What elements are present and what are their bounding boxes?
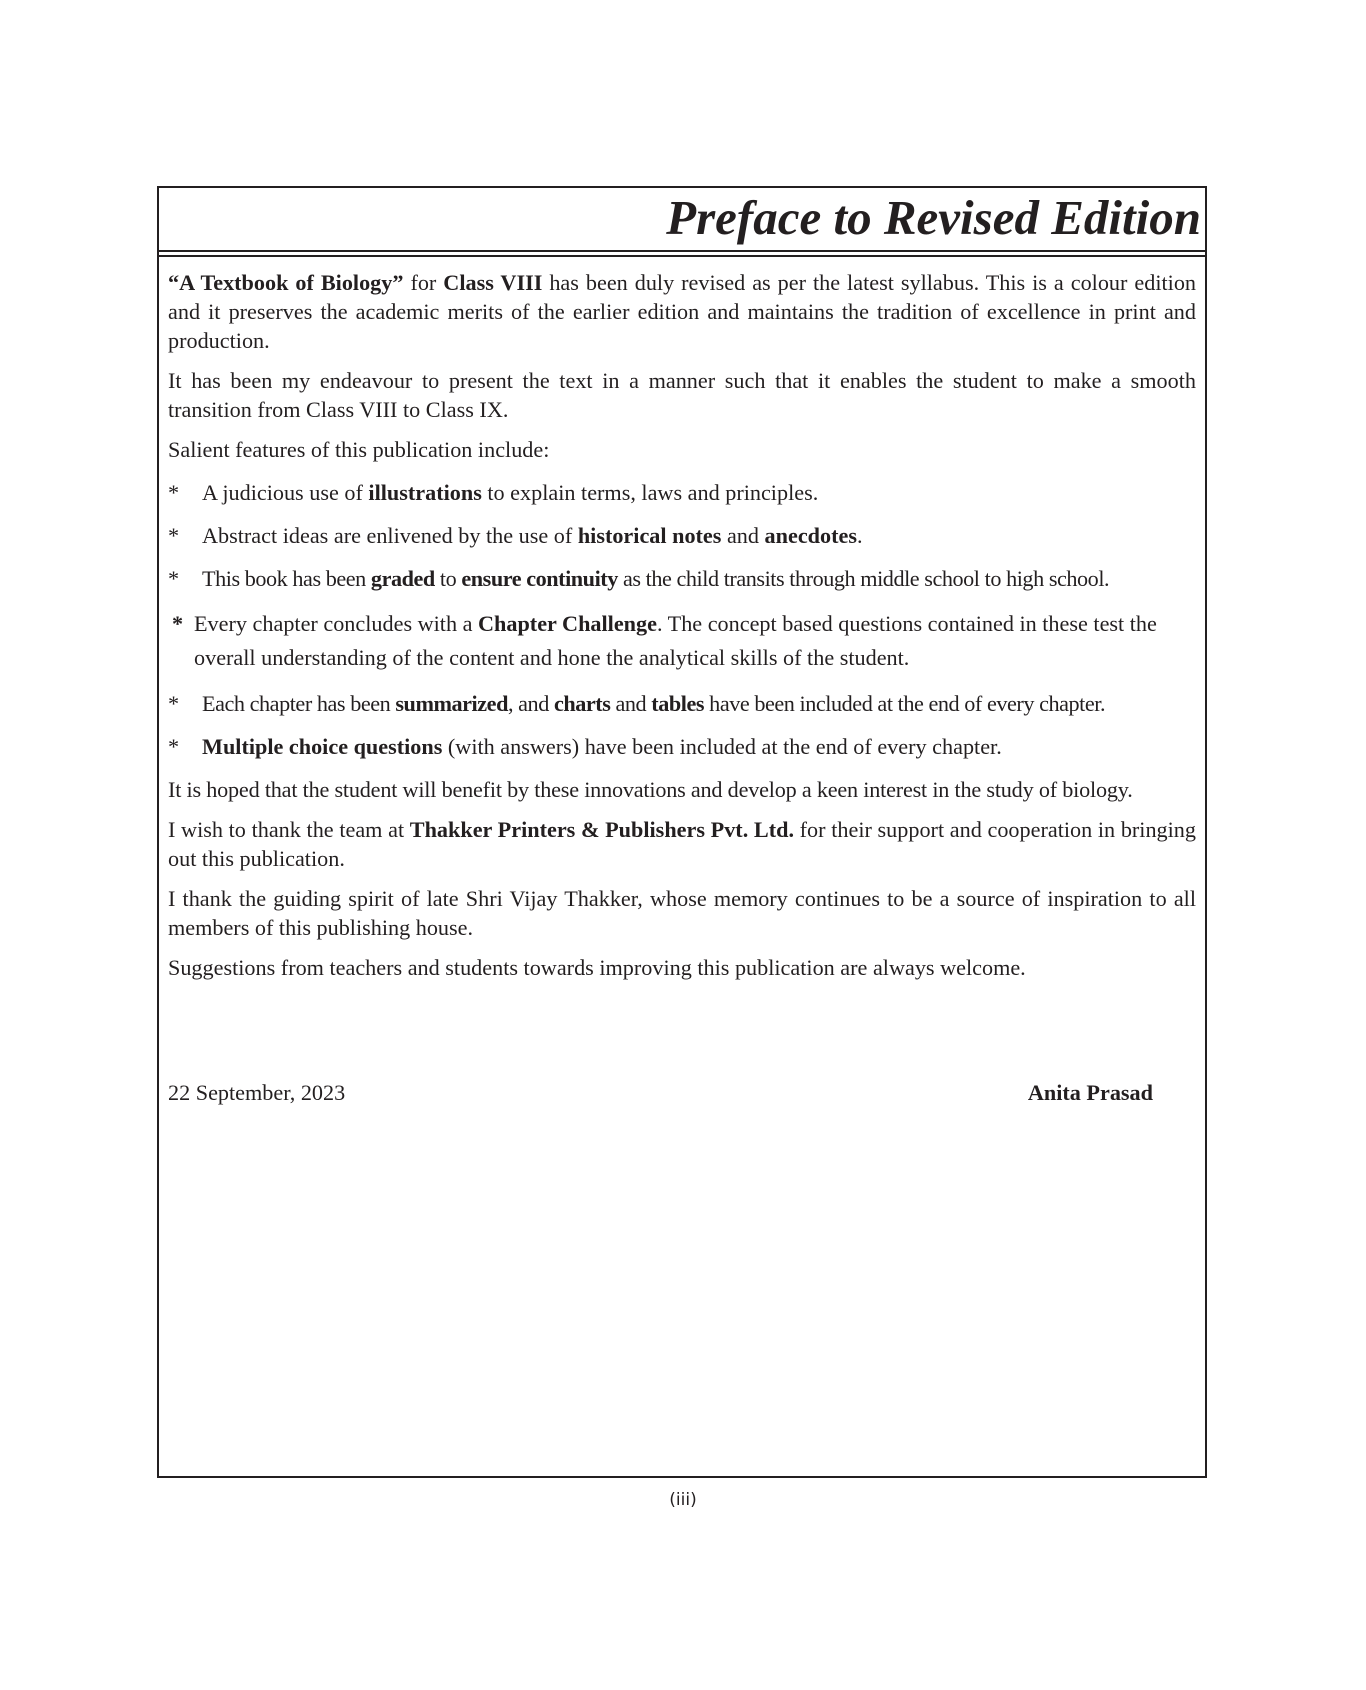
intro-rest: has been duly revised as per the latest syllabus. This is a colour edition and it preserves the academic merits of the earlier edition and maintains the tradition of excellence in print and production. (168, 270, 1197, 353)
class-name: Class VIII (443, 270, 543, 295)
feature-part: . (856, 523, 863, 548)
feature-bold: historical notes (577, 523, 722, 548)
feature-bold: summarized (395, 691, 508, 716)
feature-bold: graded (370, 566, 435, 591)
features-intro: Salient features of this publication include: (168, 437, 550, 462)
intro-for: for (403, 270, 444, 295)
page-title: Preface to Revised Edition (666, 190, 1201, 245)
feature-part: and (721, 523, 765, 548)
title-bar (159, 188, 1205, 252)
feature-item-illustrations (168, 478, 1196, 507)
feature-part: to (434, 566, 462, 591)
feature-part: (with answers) have been included at the end of every chapter. (442, 734, 1002, 759)
bullet-star: * (168, 480, 180, 505)
feature-bold: charts (553, 691, 611, 716)
feature-part: This book has been (202, 566, 371, 591)
feature-part: to explain terms, laws and principles. (481, 480, 819, 505)
feature-part: A judicious use of (202, 480, 369, 505)
book-title: “A Textbook of Biology” (168, 270, 404, 295)
feature-part: Abstract ideas are enlivened by the use of (202, 523, 578, 548)
feature-part: Every chapter concludes with a (194, 611, 479, 636)
feature-text (202, 732, 1196, 761)
feature-bold: illustrations (368, 480, 482, 505)
feature-bold: tables (651, 691, 705, 716)
thanks-part: for their support and cooperation in bringing out this publication. (168, 817, 1196, 871)
bullet-star: * (168, 523, 180, 548)
preface-body (168, 268, 1196, 993)
bullet-star: * (168, 566, 180, 591)
feature-part: have been included at the end of every chapter. (704, 691, 1106, 716)
preface-date: 22 September, 2023 (168, 1080, 346, 1105)
feature-bold: Chapter Challenge (478, 611, 657, 636)
feature-part: , and (507, 691, 554, 716)
feature-text (194, 607, 1196, 675)
feature-part: as the child transits through middle school to high school. (617, 566, 1110, 591)
feature-item-historical-notes (168, 521, 1196, 550)
feature-part: . The concept based questions contained in these test the overall understanding of the content and hone the analytical skills of the student. (194, 611, 1157, 670)
feature-bold: ensure continuity (461, 566, 618, 591)
page-number: (iii) (669, 1490, 697, 1510)
feature-part: Each chapter has been (202, 691, 396, 716)
bullet-star: * (172, 611, 184, 636)
feature-item-summarized (168, 689, 1196, 718)
feature-text (202, 521, 1196, 550)
feature-text (202, 564, 1196, 593)
thanks-team-paragraph (168, 815, 1196, 873)
spirit-paragraph: I thank the guiding spirit of late Shri Vijay Thakker, whose memory continues to be a source of inspiration to all members of this publishing house. (168, 886, 1196, 940)
intro-paragraph (168, 268, 1196, 355)
feature-item-mcq (168, 732, 1196, 761)
feature-item-graded (168, 564, 1196, 593)
author-name: Anita Prasad (1027, 1080, 1153, 1105)
feature-text (202, 478, 1196, 507)
feature-part: and (610, 691, 652, 716)
hope-paragraph: It is hoped that the student will benefit by these innovations and develop a keen interest in the study of biology. (168, 777, 1133, 802)
feature-item-chapter-challenge (168, 607, 1196, 675)
bullet-star: * (168, 734, 180, 759)
feature-text (202, 689, 1196, 718)
preface-frame (157, 186, 1207, 1478)
bullet-star: * (168, 691, 180, 716)
suggestions-paragraph: Suggestions from teachers and students towards improving this publication are always welcome. (168, 955, 1026, 980)
feature-bold: anecdotes (764, 523, 857, 548)
thanks-part: I wish to thank the team at (168, 817, 410, 842)
feature-bold: Multiple choice questions (202, 734, 443, 759)
signature-row (168, 1078, 1153, 1107)
publisher-name: Thakker Printers & Publishers Pvt. Ltd. (409, 817, 794, 842)
endeavour-paragraph: It has been my endeavour to present the text in a manner such that it enables the student to make a smooth transition from Class VIII to Class IX. (168, 368, 1196, 422)
